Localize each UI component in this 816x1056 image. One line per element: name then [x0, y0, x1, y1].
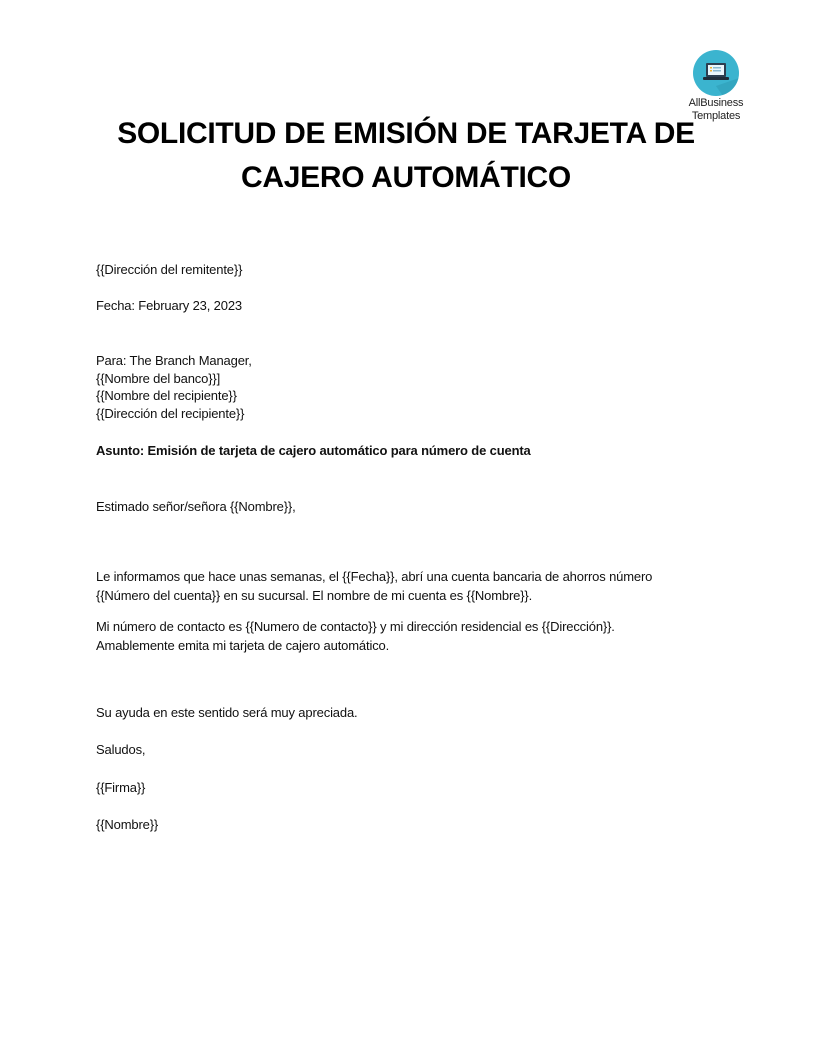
paragraph-2 — [96, 617, 615, 655]
sender-address: {{Dirección del remitente}} — [96, 262, 243, 277]
recipient-block — [96, 352, 252, 422]
document-title — [100, 112, 712, 200]
recipient-line: {{Nombre del recipiente}} — [96, 388, 237, 403]
regards: Saludos, — [96, 742, 146, 757]
letter-date: Fecha: February 23, 2023 — [96, 298, 242, 313]
salutation: Estimado señor/señora {{Nombre}}, — [96, 499, 296, 514]
logo-text-line2: Templates — [691, 110, 741, 122]
signature-placeholder: {{Firma}} — [96, 780, 146, 795]
paragraph-line: Amablemente emita mi tarjeta de cajero automático. — [96, 638, 390, 653]
name-placeholder: {{Nombre}} — [96, 817, 159, 832]
recipient-line: {{Nombre del banco}}] — [96, 370, 221, 386]
title-line-1: SOLICITUD DE EMISIÓN DE TARJETA DE — [117, 117, 695, 150]
paragraph-line: Mi número de contacto es {{Numero de contacto}} y mi dirección residencial es {{Dirección}}. — [96, 619, 615, 634]
paragraph-line: Le informamos que hace unas semanas, el {{Fecha}}, abrí una cuenta bancaria de ahorros número — [96, 569, 653, 584]
paragraph-1 — [96, 567, 652, 605]
recipient-line: Para: The Branch Manager, — [96, 353, 252, 368]
title-line-2: CAJERO AUTOMÁTICO — [241, 161, 571, 194]
logo-text-line1: AllBusiness — [688, 97, 744, 109]
recipient-line: {{Dirección del recipiente}} — [96, 405, 245, 421]
subject-line: Asunto: Emisión de tarjeta de cajero automático para número de cuenta — [96, 443, 531, 458]
laptop-icon — [693, 50, 739, 96]
closing-line: Su ayuda en este sentido será muy apreciada. — [96, 705, 358, 720]
paragraph-line: {{Número del cuenta}} en su sucursal. El nombre de mi cuenta es {{Nombre}}. — [96, 588, 533, 603]
